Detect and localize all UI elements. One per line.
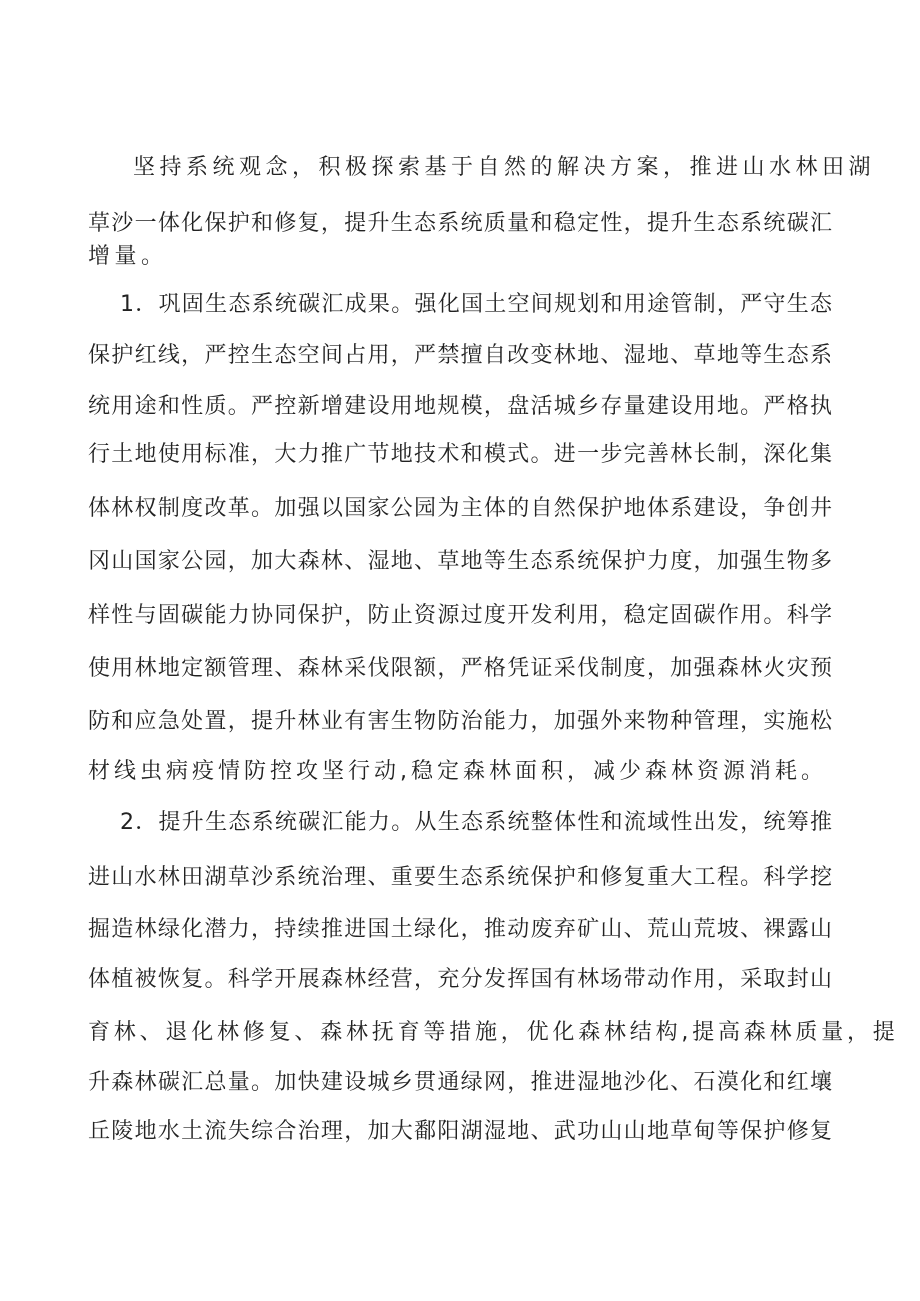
text-line: 样性与固碳能力协同保护，防止资源过度开发利用，稳定固碳作用。科学 (88, 603, 832, 628)
text-line: 统用途和性质。严控新增建设用地规模，盘活城乡存量建设用地。严格执 (88, 394, 832, 419)
text-line: 体植被恢复。科学开展森林经营，充分发挥国有林场带动作用，采取封山 (88, 967, 832, 992)
text-line: 坚持系统观念，积极探索基于自然的解决方案，推进山水林田湖 (133, 155, 876, 180)
text-line: 草沙一体化保护和修复，提升生态系统质量和稳定性，提升生态系统碳汇 (88, 211, 832, 236)
text-line: 增量。 (88, 244, 168, 269)
text-line: 行土地使用标准，大力推广节地技术和模式。进一步完善林长制，深化集 (88, 442, 832, 467)
text-line: 使用林地定额管理、森林采伐限额，严格凭证采伐制度，加强森林火灾预 (88, 656, 832, 681)
text-line: 体林权制度改革。加强以国家公园为主体的自然保护地体系建设，争创井 (88, 496, 832, 521)
text-line: 升森林碳汇总量。加快建设城乡贯通绿网，推进湿地沙化、石漠化和红壤 (88, 1070, 832, 1095)
text-line: 进山水林田湖草沙系统治理、重要生态系统保护和修复重大工程。科学挖 (88, 865, 832, 890)
text-line: 丘陵地水土流失综合治理，加大鄱阳湖湿地、武功山山地草甸等保护修复 (88, 1119, 832, 1144)
text-line: 1．巩固生态系统碳汇成果。强化国土空间规划和用途管制，严守生态 (120, 292, 832, 317)
text-line: 2．提升生态系统碳汇能力。从生态系统整体性和流域性出发，统筹推 (120, 810, 832, 835)
text-line: 保护红线，严控生态空间占用，严禁擅自改变林地、湿地、草地等生态系 (88, 343, 832, 368)
text-line: 掘造林绿化潜力，持续推进国土绿化，推动废弃矿山、荒山荒坡、裸露山 (88, 917, 832, 942)
text-line: 防和应急处置，提升林业有害生物防治能力，加强外来物种管理，实施松 (88, 709, 832, 734)
text-line: 育林、退化林修复、森林抚育等措施，优化森林结构,提高森林质量，提 (88, 1020, 899, 1045)
text-line: 冈山国家公园，加大森林、湿地、草地等生态系统保护力度，加强生物多 (88, 549, 832, 574)
text-line: 材线虫病疫情防控攻坚行动,稳定森林面积，减少森林资源消耗。 (88, 759, 827, 784)
